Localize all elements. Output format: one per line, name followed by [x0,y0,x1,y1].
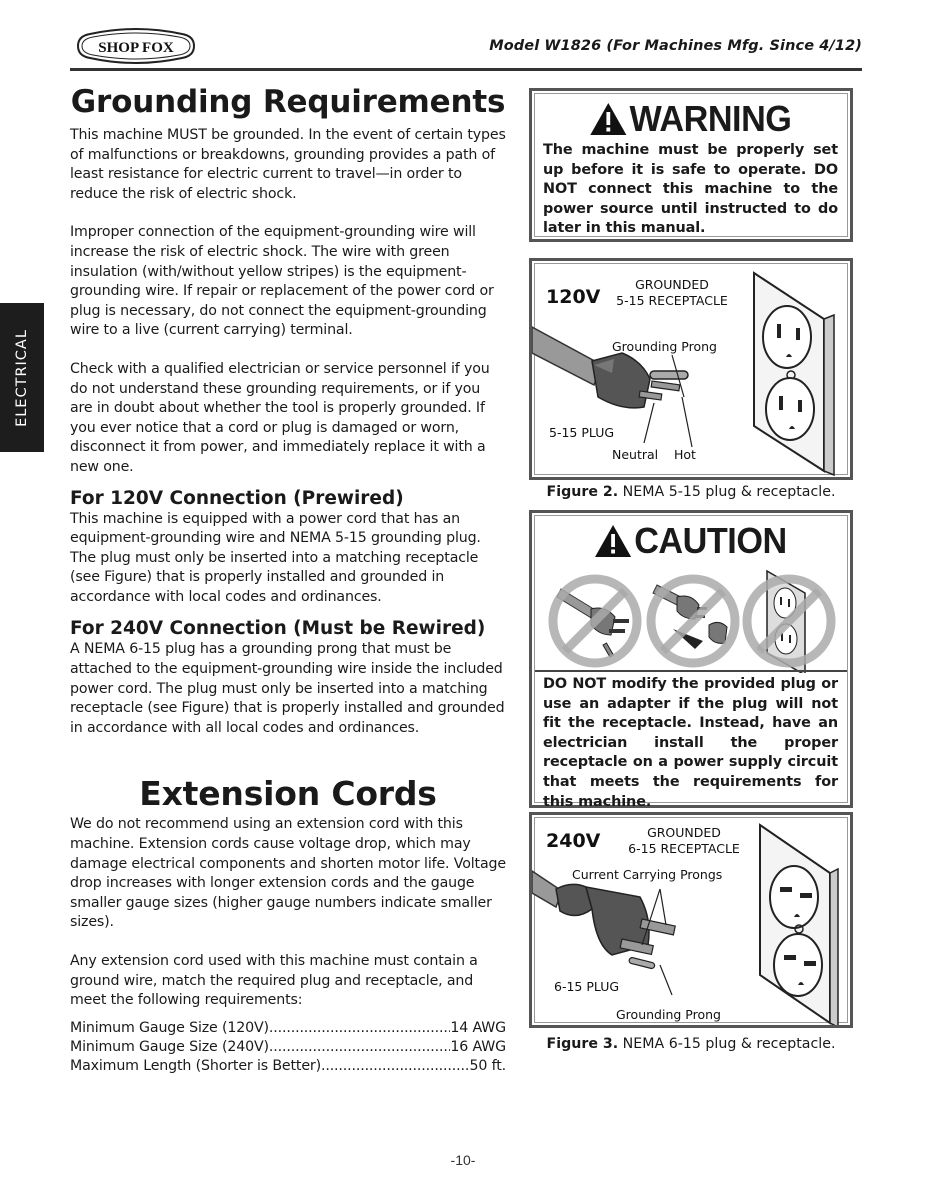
receptacle-6-15-icon [760,825,838,1025]
heading-120v: For 120V Connection (Prewired) [70,487,404,509]
logo-text: SHOP FOX [98,40,174,56]
caution-word: CAUTION [634,520,787,561]
grounding-prong-label: Grounding Prong [612,339,717,354]
left-column [70,82,506,1076]
no-adapter-icon [651,579,735,663]
leader-line [682,397,692,447]
leader-dots [269,1019,450,1038]
spec-value: 14 AWG [450,1019,506,1036]
warning-signal [550,98,830,139]
page-number: -10- [450,1152,476,1168]
grounding-title: Grounding Requirements [70,84,506,120]
grounding-paragraph: Check with a qualified electrician or service personnel if you do not understand these grounding requirements, or if you are in doubt about whether the tool is properly grounded. If you ever notice that a cord or plug is damaged or worn, disconnect it from power, and immediately replace it with a new one. [70,360,490,475]
caution-divider [535,670,847,672]
spec-row [70,1057,506,1076]
text-120v: This machine is equipped with a power cord that has an equipment-grounding wire and NEMA 5-15 grounding plug. The plug must only be inserted into a matching receptacle (see Figure) that is properly installed and grounded in accordance with local codes and ordinances. [70,510,481,605]
leader-line [660,889,666,925]
spec-row [70,1038,506,1057]
receptacle-label: GROUNDED [635,277,709,292]
receptacle-label: GROUNDED [647,825,721,840]
spec-value: 50 ft. [469,1057,506,1074]
plug-label: 5-15 PLUG [549,425,615,440]
logo-badge-icon [76,28,196,64]
plug-label: 6-15 PLUG [554,979,620,994]
leader-dots [269,1038,450,1057]
current-prongs-label: Current Carrying Prongs [572,867,723,882]
extension-title: Extension Cords [139,774,437,814]
spec-row [70,1019,506,1038]
section-side-tab [0,303,44,452]
voltage-label: 240V [546,830,601,852]
caption-text: NEMA 5-15 plug & receptacle. [618,484,836,500]
nema-6-15-illustration [532,815,850,1025]
nema-5-15-illustration [532,261,850,477]
leader-line [660,965,672,995]
figure-2-caption [529,484,853,500]
figure-3-caption [529,1036,853,1052]
spec-value: 16 AWG [450,1038,506,1055]
side-tab-label: ELECTRICAL [14,328,30,427]
neutral-label: Neutral [612,447,659,462]
caution-box [529,510,853,808]
heading-240v: For 240V Connection (Must be Rewired) [70,618,486,640]
no-cut-ground-prong-icon [553,579,637,663]
caption-number: Figure 2. [546,484,619,500]
leader-dots [321,1057,470,1076]
spec-label: Minimum Gauge Size (240V) [70,1038,269,1055]
prohibited-icons [543,563,843,673]
spec-list [70,1019,506,1076]
spec-label: Maximum Length (Shorter is Better) [70,1057,321,1074]
grounding-paragraph: This machine MUST be grounded. In the event of certain types of malfunctions or breakdowns, grounding provides a path of least resistance for electric current to travel—in order to reduce the risk of electric shock. [70,127,506,202]
warning-triangle-icon [590,102,628,136]
plug-6-15-icon [532,871,675,969]
grounding-paragraph: Improper connection of the equipment-grounding wire will increase the risk of electric shock. The wire with green insulation (with/without yellow stripes) is the equipment-grounding wire. If repair or replacement of the power cord or plug is necessary, do not connect the equipment-grounding wire to a live (current carrying) terminal. [70,224,494,339]
warning-box [529,88,853,242]
extension-paragraph: We do not recommend using an extension cord with this machine. Extension cords cause voltage drop, which may damage electrical components and shorten motor life. Voltage drop increases with longer extension cords and the gauge smaller gauge sizes (higher gauge numbers indicate smaller sizes). [70,816,506,931]
receptacle-label: 6-15 RECEPTACLE [628,841,740,856]
receptacle-label: 5-15 RECEPTACLE [616,293,728,308]
warning-word: WARNING [629,98,792,139]
shop-fox-logo [76,28,196,64]
hot-label: Hot [674,447,696,462]
receptacle-5-15-icon [754,273,834,475]
extension-paragraph: Any extension cord used with this machine must contain a ground wire, match the required plug and receptacle, and meet the following requirements: [70,953,478,1009]
figure-2-box [529,258,853,480]
grounding-prong-label: Grounding Prong [616,1007,721,1022]
warning-text: The machine must be properly set up before it is safe to operate. DO NOT connect this machine to the power source until instructed to do later in this manual. [543,142,838,237]
leader-line [644,403,654,443]
no-modify-receptacle-icon [747,571,831,673]
caution-text: DO NOT modify the provided plug or use an adapter if the plug will not fit the receptacle. Instead, have an electrician install the proper receptacle on a power supply circuit that meets the requirements for this machine. [543,676,838,810]
spec-label: Minimum Gauge Size (120V) [70,1019,269,1036]
caution-signal [550,520,830,561]
caption-text: NEMA 6-15 plug & receptacle. [618,1036,836,1052]
caption-number: Figure 3. [546,1036,619,1052]
figure-3-box [529,812,853,1028]
header-rule [70,68,862,71]
caution-icons [543,563,838,673]
model-line: Model W1826 (For Machines Mfg. Since 4/12) [489,38,862,54]
caution-triangle-icon [594,524,632,558]
text-240v: A NEMA 6-15 plug has a grounding prong that must be attached to the equipment-grounding wire inside the included power cord. The plug must only be inserted into a matching receptacle (see Figure) that is properly installed and grounded in accordance with all local codes and ordinances. [70,641,505,736]
voltage-label: 120V [546,286,601,308]
